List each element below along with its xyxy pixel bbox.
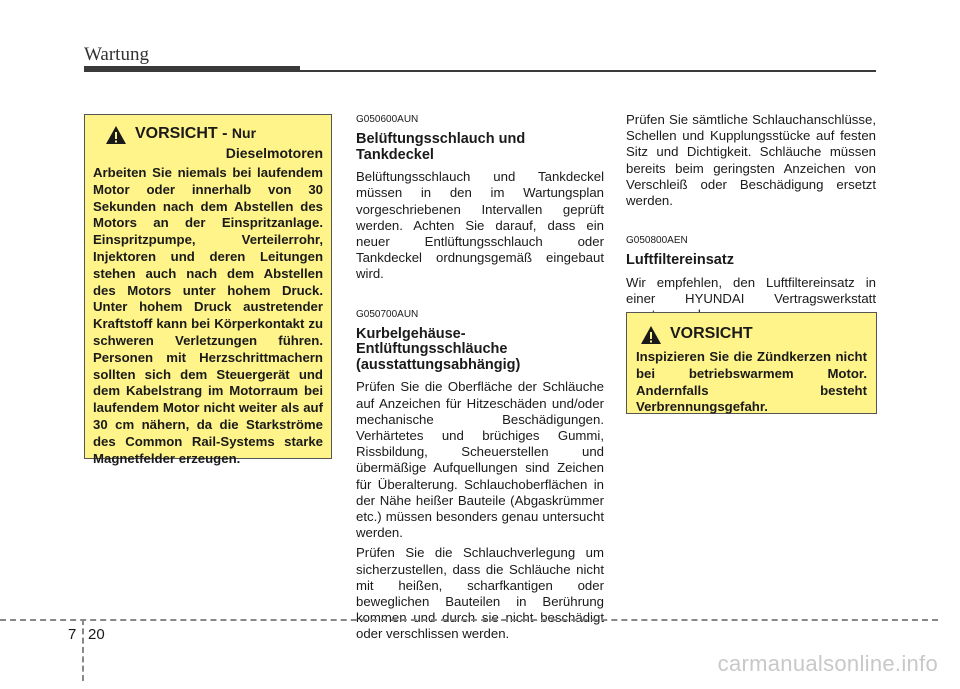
caution-title: VORSICHT -	[135, 125, 228, 142]
section-heading: Kurbelgehäuse-Entlüftungsschläuche (ausstattungsabhängig)	[356, 325, 521, 373]
column-middle	[356, 112, 604, 665]
caution-box-spark-plugs	[626, 312, 877, 414]
page-number: 20	[88, 626, 105, 643]
section-paragraph: Prüfen Sie sämtliche Schlauchanschlüsse, Schellen und Kupplungsstücke auf festen Sitz und Dichtigkeit. Schläuche müssen bereits beim geringsten Anzeichen von Verschleiß oder Beschädigung ersetzt werden.	[626, 112, 876, 209]
section-title: Wartung	[84, 44, 149, 65]
column-right	[626, 112, 876, 346]
section-air-filter	[626, 233, 876, 323]
watermark: carmanualsonline.info	[717, 651, 938, 676]
warning-icon	[640, 325, 662, 345]
header-rule-thick	[84, 66, 300, 72]
section-paragraph: Wir empfehlen, den Luftfiltereinsatz in einer HYUNDAI Vertragswerkstatt	[626, 274, 876, 307]
caution-body: Inspizieren Sie die Zündkerzen nicht bei betriebswarmem Motor. Andernfalls besteht Verbrennungsgefahr.	[636, 349, 867, 415]
section-code: G050600AUN	[356, 114, 419, 125]
caution-subtitle-2: Dieselmotoren	[225, 145, 323, 161]
section-code: G050800AEN	[626, 235, 688, 247]
section-crankcase-hoses	[356, 307, 604, 643]
section-paragraph: Belüftungsschlauch und Tankdeckel müssen in den im Wartungsplan vorgeschriebenen Intervallen geprüft werden. Achten Sie darauf, dass ein neuer Entlüftungsschlauch oder Tankdeckel ordnungsgemäß eingebaut wird.	[356, 169, 604, 282]
section-vent-hose	[356, 112, 604, 283]
caution-body: Arbeiten Sie niemals bei laufendem Motor oder innerhalb von 30 Sekunden nach dem Abstellen des Motors an der Einspritzanlage. Einspritzpumpe, Verteilerrohr, Injektoren und deren Leitungen stehen auch nach dem Abstellen des Motors unter hohem Druck. Unter hohem Druck austretender Kraftstoff kann bei Körperkontakt zu schweren Verletzungen führen. Personen mit Herzschrittmachern sollten sich dem Steuergerät und dem Kabelstrang im Motorraum bei laufendem Motor nicht weiter als auf 30 cm nähern, da die Starkströme des Common Rail-Systems starke Magnetfelder erzeugen.	[93, 165, 323, 466]
chapter-number: 7	[68, 626, 77, 643]
caution-subtitle-1: Nur	[231, 125, 257, 141]
footer-vertical-divider	[82, 619, 84, 681]
section-heading: Luftfiltereinsatz	[626, 252, 734, 269]
section-paragraph: Prüfen Sie die Schlauchverlegung um sicherzustellen, dass die Schläuche nicht mit heißen, scharfkantigen oder beweglichen Bauteilen in Berührung kommen und durch sie nicht beschädigt oder verschlissen werden.	[356, 545, 604, 642]
section-paragraph: Prüfen Sie die Oberfläche der Schläuche auf Anzeichen für Hitzeschäden und/oder mechanische Beschädigungen. Verhärtetes und brüchiges Gummi, Rissbildung, Scheuerstellen und übermäßige Aufquellungen sind Zeichen für Überalterung. Schlauchoberflächen in der Nähe heißer Bauteile (Abgaskrümmer etc.) müssen besonders genau untersucht werden.	[356, 379, 604, 541]
header-rule-thin	[300, 70, 876, 72]
section-code: G050700AUN	[356, 308, 419, 320]
section-heading: Belüftungsschlauch und Tankdeckel	[356, 131, 526, 163]
footer-divider	[0, 619, 938, 621]
caution-box-diesel	[84, 114, 332, 466]
warning-icon	[105, 125, 127, 145]
caution-title: VORSICHT	[670, 325, 753, 342]
